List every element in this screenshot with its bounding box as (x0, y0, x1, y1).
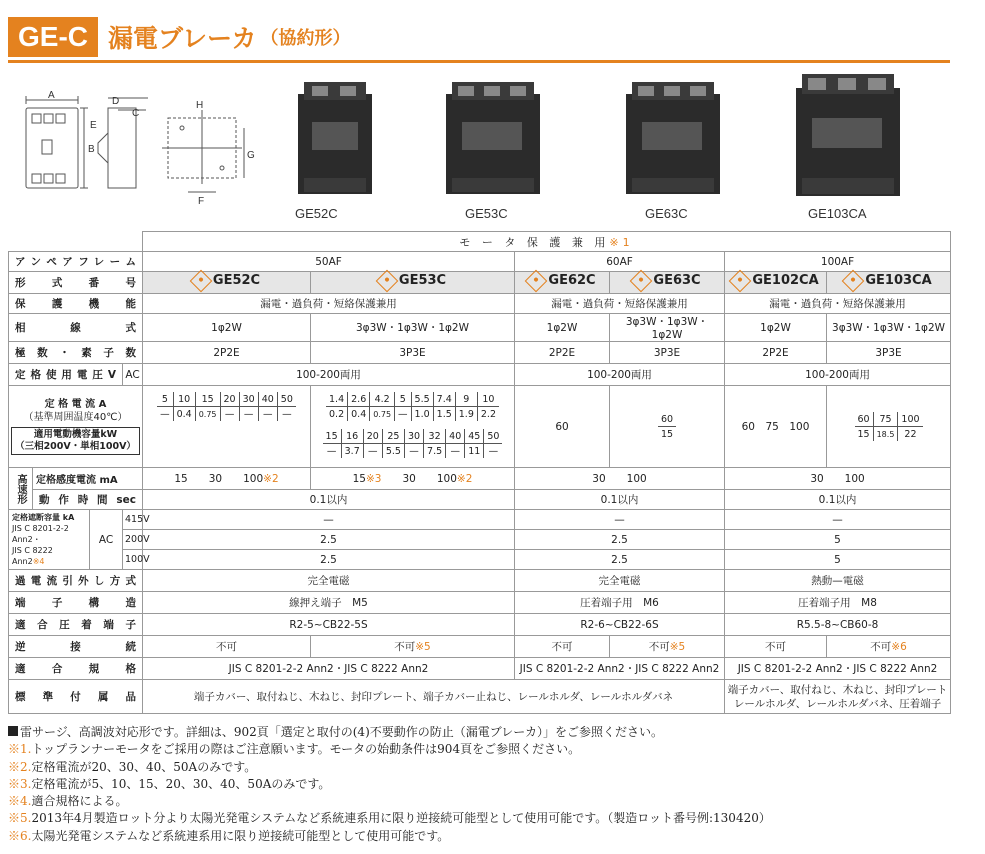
note-3-mark: ※3. (8, 776, 32, 791)
label-motor-voltage: （三相200V・単相100V） (15, 441, 136, 452)
phase-ge52c: 1φ2W (143, 314, 311, 342)
current-ge103ca-bot-cell: 15 (857, 428, 870, 440)
current-ge52c-top-cell: 30 (239, 392, 258, 407)
current-ge52c-top-cell: 5 (157, 392, 173, 407)
label-accessory: 標 準 付 属 品 (9, 680, 143, 714)
spec-table (8, 231, 951, 714)
current-ge53c_a-bot-cell: 0.2 (329, 408, 345, 420)
photo-ge52c (290, 82, 380, 197)
current-ge53c_a-top-cell: 4.2 (370, 392, 395, 407)
label-frame: アンペアフレーム (9, 252, 143, 272)
current-ge53c_a-bot-cell: — (395, 407, 412, 422)
current-grid-ge53c-a (326, 392, 499, 421)
phase-ge53c: 3φ3W・1φ3W・1φ2W (311, 314, 515, 342)
current-ge53c_a-top-cell: 10 (477, 392, 499, 407)
voltage-50af: 100-200両用 (143, 364, 515, 386)
trip-100af: 熱動—電磁 (725, 570, 951, 592)
current-ge102ca: 60 75 100 (725, 386, 827, 468)
phase-ge102ca: 1φ2W (725, 314, 827, 342)
poles-ge62c: 2P2E (515, 342, 610, 364)
dim-label-d: D (112, 96, 120, 107)
standard-60af: JIS C 8201-2-2 Ann2・JIS C 8222 Ann2 (515, 658, 725, 680)
label-current: 定 格 電 流 A (44, 399, 107, 410)
current-ge52c-bot-cell: — (220, 407, 239, 422)
pse-mark-icon (376, 269, 399, 292)
label-crimp: 適 合 圧 着 端 子 (9, 614, 143, 636)
model-ge53c: GE53C (398, 273, 447, 288)
current-grid-ge53c-b (323, 429, 503, 458)
note-3-text: 定格電流が5、10、15、20、30、40、50Aのみです。 (31, 776, 331, 791)
breaking-200-100af: 5 (725, 530, 951, 550)
model-ge103ca: GE103CA (865, 273, 932, 288)
current-ge52c-top-cell: 10 (173, 392, 195, 407)
current-ge52c-bot-cell: — (258, 407, 277, 422)
reverse-ge53c: 不可 (394, 641, 416, 653)
current-ge53c_b-bot-cell: — (484, 444, 503, 459)
current-ge53c_a-bot-cell: 1.0 (411, 407, 433, 422)
series-badge: GE-C (8, 17, 98, 57)
top-header-mark: ※1 (609, 235, 634, 249)
page-header (8, 16, 351, 58)
sens-ge52c-mark: ※2 (263, 473, 279, 485)
note-bullet-icon (8, 726, 18, 736)
phase-ge62c: 1φ2W (515, 314, 610, 342)
note-1-mark: ※1. (8, 742, 32, 757)
current-ge53c_a-bot-cell: 0.75 (370, 407, 395, 422)
accessory-50-60af: 端子カバー、取付ねじ、木ねじ、封印プレート、端子カバー止ねじ、レールホルダ、レールホルダバネ (143, 680, 725, 714)
current-ge53c_a-top-cell: 2.6 (348, 392, 370, 407)
label-standard: 適 合 規 格 (9, 658, 143, 680)
note-4 (8, 793, 771, 810)
label-optime: 動 作 時 間 sec (33, 490, 143, 510)
current-ge63c-top: 60 (658, 412, 676, 427)
frame-100af: 100AF (725, 252, 951, 272)
dim-label-h: H (196, 100, 204, 111)
reverse-ge63c: 不可 (648, 641, 670, 653)
current-ge103ca-bot-cell: 18.5 (873, 427, 898, 442)
breaking-100-50af: 2.5 (143, 550, 515, 570)
protect-50af: 漏電・過負荷・短絡保護兼用 (143, 294, 515, 314)
current-ge103ca-top-cell: 75 (873, 412, 898, 427)
note-1 (8, 741, 771, 758)
current-grid-ge52c (157, 392, 296, 421)
optime-60af: 0.1以内 (515, 490, 725, 510)
standard-50af: JIS C 8201-2-2 Ann2・JIS C 8222 Ann2 (143, 658, 515, 680)
sens-ge53c-a: 15 (352, 473, 366, 485)
label-protect: 保 護 機 能 (9, 294, 143, 314)
current-ge53c_a-bot-cell: 1.5 (433, 407, 455, 422)
photo-ge53c (440, 82, 545, 197)
note-5-mark: ※5. (8, 811, 32, 826)
note-6 (8, 828, 771, 845)
note-6-text: 太陽光発電システムなど系統連系用に限り逆接続可能型として使用可能です。 (31, 828, 450, 843)
current-ge53c_b-top-cell: 40 (446, 429, 465, 444)
current-ge52c-top-cell: 15 (195, 392, 220, 407)
terminal-50af: 線押え端子 M5 (143, 592, 515, 614)
footnotes (8, 724, 771, 845)
current-grid-ge63c (658, 412, 676, 441)
current-ge103ca-top-cell: 60 (855, 412, 874, 427)
frame-60af: 60AF (515, 252, 725, 272)
current-ge53c_a-bot-cell: 1.9 (455, 407, 477, 422)
dim-label-c: C (132, 108, 140, 119)
label-poles: 極 数 ・ 素 子 数 (9, 342, 143, 364)
reverse-ge52c: 不可 (216, 641, 237, 653)
crimp-60af: R2-6~CB22-6S (515, 614, 725, 636)
photo-label-ge52c: GE52C (295, 206, 338, 221)
current-ge53c_b-top-cell: 15 (323, 429, 342, 444)
current-ge53c_b-bot-cell: 7.5 (424, 444, 446, 459)
note-5 (8, 810, 771, 827)
note-1-text: トップランナーモータをご採用の際はご注意願います。モータの始動条件は904頁をご参照ください。 (31, 742, 581, 757)
breaking-200-60af: 2.5 (515, 530, 725, 550)
current-ge52c-bot-cell: — (239, 407, 258, 422)
label-current-temp: （基準周囲温度40℃） (23, 412, 128, 423)
crimp-50af: R2-5~CB22-5S (143, 614, 515, 636)
label-sensitivity: 定格感度電流 mA (33, 468, 143, 490)
note-2-mark: ※2. (8, 759, 32, 774)
current-grid-ge103ca (855, 412, 923, 441)
current-ge63c-bot: 15 (660, 428, 674, 440)
poles-ge63c: 3P3E (610, 342, 725, 364)
dimension-diagrams (18, 88, 258, 218)
current-ge53c_b-top-cell: 45 (465, 429, 484, 444)
note-3 (8, 776, 771, 793)
pse-mark-icon (842, 269, 865, 292)
current-ge53c_a-top-cell: 1.4 (326, 392, 348, 407)
label-high-speed: 高速形 (15, 473, 26, 504)
trip-50af: 完全電磁 (143, 570, 515, 592)
note-0 (8, 724, 771, 741)
current-ge53c_b-bot-cell: 5.5 (382, 444, 404, 459)
current-ge53c_a-bot-cell: 0.4 (348, 407, 370, 422)
reverse-ge53c-mark: ※5 (415, 641, 431, 653)
label-trip: 過電流引外し方式 (9, 570, 143, 592)
label-breaking-std2: JIS C 8222 Ann2 (12, 546, 53, 566)
accessory-100af-line1: 端子カバー、取付ねじ、木ねじ、封印プレート (727, 683, 948, 696)
current-ge53c_b-top-cell: 32 (424, 429, 446, 444)
sens-60af: 30 100 (515, 468, 725, 490)
photo-label-ge103ca: GE103CA (808, 206, 867, 221)
note-0-text: 雷サージ、高調波対応形です。詳細は、902頁「選定と取付の(4)不要動作の防止（漏電ブレーカ）」をご参照ください。 (20, 725, 664, 739)
phase-ge103ca: 3φ3W・1φ3W・1φ2W (827, 314, 951, 342)
breaking-100-60af: 2.5 (515, 550, 725, 570)
breaking-v-200: 200V (123, 530, 143, 550)
dim-label-f: F (198, 196, 205, 207)
current-ge53c_b-top-cell: 25 (382, 429, 404, 444)
pse-mark-icon (190, 269, 213, 292)
note-6-mark: ※6. (8, 828, 32, 843)
current-ge52c-top-cell: 20 (220, 392, 239, 407)
protect-60af: 漏電・過負荷・短絡保護兼用 (515, 294, 725, 314)
phase-ge63c: 3φ3W・1φ3W・1φ2W (610, 314, 725, 342)
pse-mark-icon (525, 269, 548, 292)
label-motor-capacity: 適用電動機容量kW (33, 429, 118, 440)
breaking-100-100af: 5 (725, 550, 951, 570)
reverse-ge103ca: 不可 (870, 641, 892, 653)
label-breaking: 定格遮断容量 kA (12, 513, 75, 522)
breaking-415-60af: — (515, 510, 725, 530)
sens-ge53c-b: 30 100 (381, 473, 457, 485)
note-5-text: 2013年4月製造ロット分より太陽光発電システムなど系統連系用に限り逆接続可能型として使用可能です。（製造ロット番号例:130420） (31, 811, 771, 826)
poles-ge53c: 3P3E (311, 342, 515, 364)
reverse-ge63c-mark: ※5 (669, 641, 686, 653)
current-ge53c_a-top-cell: 5 (395, 392, 412, 407)
page-title: 漏電ブレーカ (108, 24, 257, 53)
breaking-v-415: 415V (123, 510, 143, 530)
crimp-100af: R5.5-8~CB60-8 (725, 614, 951, 636)
current-ge53c_b-bot-cell: — (363, 444, 382, 459)
current-ge53c_b-bot-cell: — (326, 445, 337, 457)
current-ge52c-bot-cell: — (160, 408, 170, 420)
label-voltage: 定格使用電圧V (9, 364, 123, 386)
optime-100af: 0.1以内 (725, 490, 951, 510)
breaking-415-100af: — (725, 510, 951, 530)
current-ge53c_a-top-cell: 7.4 (433, 392, 455, 407)
header-rule (8, 60, 950, 63)
current-ge53c_a-top-cell: 9 (455, 392, 477, 407)
photo-ge103ca (790, 74, 905, 199)
model-ge63c: GE63C (653, 273, 701, 288)
terminal-100af: 圧着端子用 M8 (725, 592, 951, 614)
photo-label-ge63c: GE63C (645, 206, 688, 221)
label-terminal: 端 子 構 造 (9, 592, 143, 614)
current-ge52c-bot-cell: — (277, 407, 296, 422)
accessory-100af-line2: レールホルダ、レールホルダバネ、圧着端子 (733, 697, 942, 710)
pse-mark-icon (729, 269, 752, 292)
label-breaking-mark: ※4 (32, 557, 45, 566)
photo-ge63c (620, 82, 725, 197)
current-ge53c_b-top-cell: 50 (484, 429, 503, 444)
note-2-text: 定格電流が20、30、40、50Aのみです。 (31, 759, 257, 774)
pse-mark-icon (630, 269, 653, 292)
reverse-ge62c: 不可 (551, 641, 573, 653)
optime-50af: 0.1以内 (143, 490, 515, 510)
sens-ge52c: 15 30 100 (174, 473, 264, 485)
reverse-ge103ca-mark: ※6 (891, 641, 907, 653)
sens-ge53c-mark2: ※2 (456, 473, 473, 485)
current-ge52c-top-cell: 50 (277, 392, 296, 407)
voltage-60af: 100-200両用 (515, 364, 725, 386)
current-ge52c-bot-cell: 0.75 (195, 407, 220, 422)
breaking-200-50af: 2.5 (143, 530, 515, 550)
sens-ge53c-mark: ※3 (366, 473, 382, 485)
note-4-text: 適合規格による。 (31, 794, 128, 809)
voltage-100af: 100-200両用 (725, 364, 951, 386)
current-ge52c-bot-cell: 0.4 (173, 407, 195, 422)
current-ge53c_a-bot-cell: 2.2 (477, 407, 499, 422)
current-ge53c_b-top-cell: 16 (341, 429, 363, 444)
standard-100af: JIS C 8201-2-2 Ann2・JIS C 8222 Ann2 (725, 658, 951, 680)
breaking-v-100: 100V (123, 550, 143, 570)
current-ge62c: 60 (515, 386, 610, 468)
dim-label-e: E (90, 120, 97, 131)
current-ge103ca-top-cell: 100 (898, 412, 923, 427)
dim-label-b: B (88, 144, 95, 155)
frame-50af: 50AF (143, 252, 515, 272)
protect-100af: 漏電・過負荷・短絡保護兼用 (725, 294, 951, 314)
label-phase: 相 線 式 (9, 314, 143, 342)
poles-ge52c: 2P2E (143, 342, 311, 364)
current-ge53c_b-bot-cell: 11 (465, 444, 484, 459)
terminal-60af: 圧着端子用 M6 (515, 592, 725, 614)
motor-capacity-box (11, 427, 140, 455)
note-4-mark: ※4. (8, 794, 32, 809)
photo-label-ge53c: GE53C (465, 206, 508, 221)
label-model: 形 式 番 号 (9, 272, 143, 294)
poles-ge102ca: 2P2E (725, 342, 827, 364)
model-ge102ca: GE102CA (752, 273, 819, 288)
current-ge53c_b-bot-cell: — (404, 444, 423, 459)
breaking-ac: AC (90, 510, 123, 570)
label-breaking-std1: JIS C 8201-2-2 Ann2・ (12, 524, 69, 544)
current-ge103ca-bot-cell: 22 (898, 427, 923, 442)
dim-label-a: A (48, 90, 55, 101)
top-header: モ ー タ 保 護 兼 用 (459, 235, 610, 249)
current-ge53c_b-top-cell: 30 (404, 429, 423, 444)
current-ge53c_b-top-cell: 20 (363, 429, 382, 444)
breaking-415-50af: — (143, 510, 515, 530)
current-ge53c_b-bot-cell: — (446, 444, 465, 459)
current-ge53c_b-bot-cell: 3.7 (341, 444, 363, 459)
label-reverse: 逆 接 続 (9, 636, 143, 658)
product-photos (270, 82, 960, 232)
reverse-ge102ca: 不可 (765, 641, 786, 653)
dim-label-g: G (247, 150, 255, 161)
model-ge52c: GE52C (212, 273, 261, 288)
sens-100af: 30 100 (725, 468, 951, 490)
note-2 (8, 759, 771, 776)
poles-ge103ca: 3P3E (827, 342, 951, 364)
trip-60af: 完全電磁 (515, 570, 725, 592)
current-ge52c-top-cell: 40 (258, 392, 277, 407)
voltage-unit: AC (123, 364, 143, 386)
model-ge62c: GE62C (548, 273, 596, 288)
current-ge53c_a-top-cell: 5.5 (411, 392, 433, 407)
page-subtitle: （協約形） (260, 28, 351, 49)
